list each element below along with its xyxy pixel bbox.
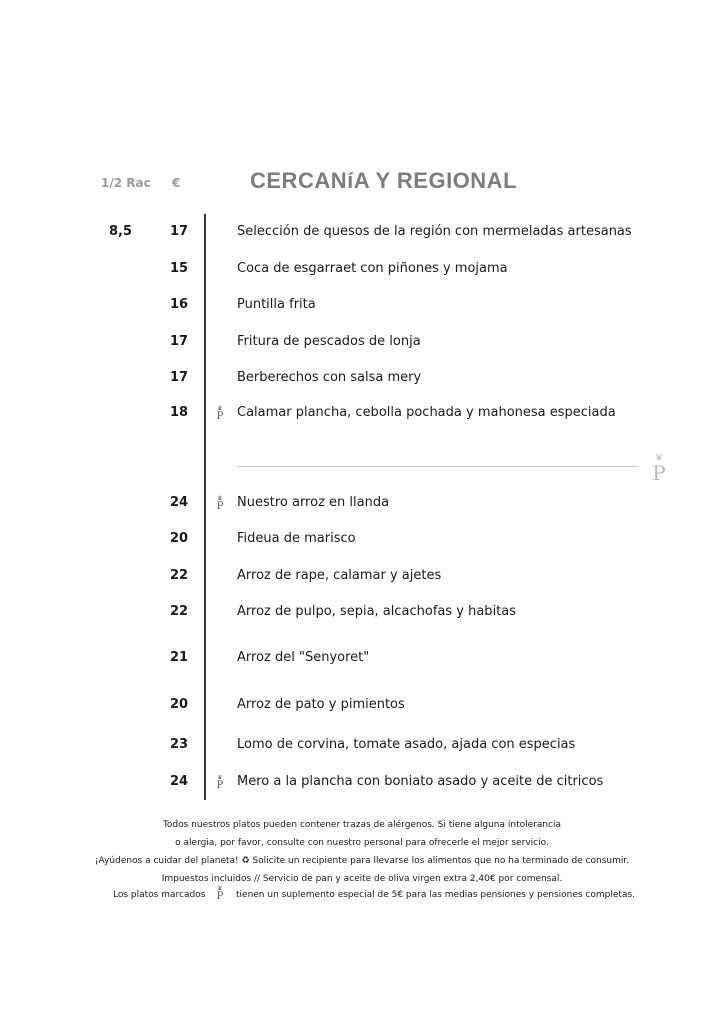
item-price: 18 — [170, 405, 189, 420]
menu-item — [0, 604, 724, 624]
menu-item — [0, 405, 724, 425]
supplement-mark-icon: ♛ P — [216, 405, 224, 422]
item-name: Coca de esgarraet con piñones y mojama — [237, 261, 508, 276]
item-price: 17 — [170, 370, 189, 385]
supplement-mark-icon: ♛ P — [216, 774, 224, 791]
item-price: 17 — [170, 334, 189, 349]
item-name: Arroz del "Senyoret" — [237, 650, 370, 665]
item-name: Lomo de corvina, tomate asado, ajada con especias — [237, 737, 576, 752]
menu-item — [0, 568, 724, 588]
item-name: Arroz de pulpo, sepia, alcachofas y habitas — [237, 604, 517, 619]
item-price: 21 — [170, 650, 189, 665]
item-name: Calamar plancha, cebolla pochada y mahonesa especiada — [237, 405, 616, 420]
item-price: 22 — [170, 568, 189, 583]
item-name: Fritura de pescados de lonja — [237, 334, 421, 349]
item-price: 23 — [170, 737, 189, 752]
menu-item — [0, 737, 724, 757]
item-price: 17 — [170, 224, 189, 239]
menu-item — [0, 495, 724, 515]
item-price: 24 — [170, 495, 189, 510]
item-price: 24 — [170, 774, 189, 789]
supplement-mark-icon: ♛ P — [216, 495, 224, 512]
item-name: Puntilla frita — [237, 297, 316, 312]
menu-item — [0, 650, 724, 670]
menu-item — [0, 297, 724, 317]
section-divider — [237, 466, 637, 467]
menu-item — [0, 261, 724, 281]
menu-item — [0, 697, 724, 717]
item-price: 15 — [170, 261, 189, 276]
item-name: Nuestro arroz en llanda — [237, 495, 390, 510]
item-price: 20 — [170, 697, 189, 712]
page-title: CERCANíA Y REGIONAL — [250, 168, 518, 193]
item-price: 16 — [170, 297, 189, 312]
item-name: Mero a la plancha con boniato asado y aceite de citricos — [237, 774, 604, 789]
header-price: € — [172, 176, 181, 190]
crest-icon: ♛ P — [652, 453, 666, 485]
menu-item — [0, 774, 724, 794]
item-name: Selección de quesos de la región con mermeladas artesanas — [237, 224, 632, 239]
menu-item — [0, 334, 724, 354]
item-price: 22 — [170, 604, 189, 619]
menu-item — [0, 224, 724, 244]
menu-item — [0, 370, 724, 390]
half-ration-price: 8,5 — [109, 224, 133, 239]
item-name: Berberechos con salsa mery — [237, 370, 422, 385]
item-name: Arroz de rape, calamar y ajetes — [237, 568, 442, 583]
item-price: 20 — [170, 531, 189, 546]
menu-item — [0, 531, 724, 551]
supplement-mark-icon: ♛ P — [216, 885, 224, 902]
item-name: Arroz de pato y pimientos — [237, 697, 405, 712]
header-half-ration: 1/2 Rac — [101, 176, 151, 190]
item-name: Fideua de marisco — [237, 531, 356, 546]
